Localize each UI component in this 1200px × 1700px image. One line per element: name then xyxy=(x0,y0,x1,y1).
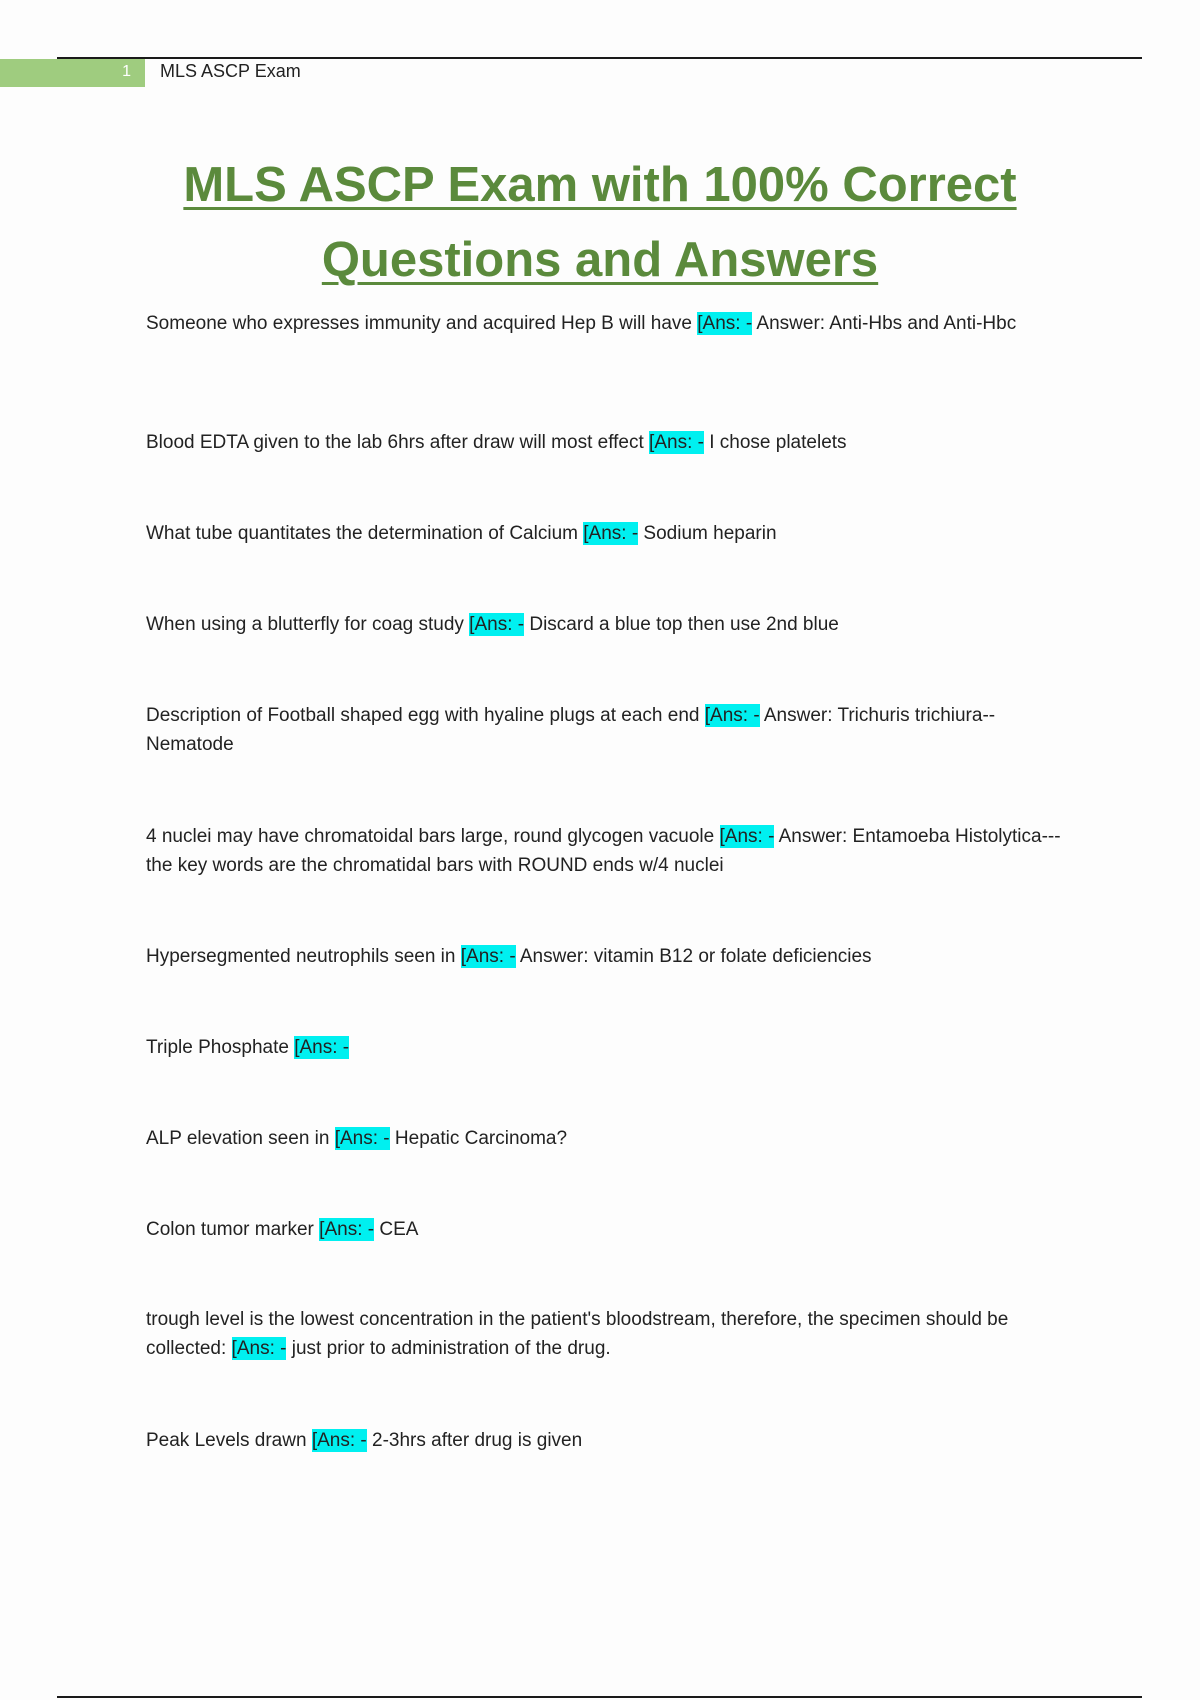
question-text: What tube quantitates the determination of Calcium xyxy=(146,523,584,544)
qa-item xyxy=(146,1033,1086,1062)
header-divider xyxy=(57,57,1142,59)
answer-tag: [Ans: - xyxy=(469,614,525,635)
qa-item xyxy=(146,1215,1086,1244)
answer-text: Answer: Anti-Hbs and Anti-Hbc xyxy=(752,313,1017,334)
question-text: Description of Football shaped egg with hyaline plugs at each end xyxy=(146,705,705,726)
answer-tag: [Ans: - xyxy=(649,432,704,453)
document-title-line-1: MLS ASCP Exam with 100% Correct xyxy=(183,158,1017,212)
qa-item xyxy=(146,1426,1086,1455)
answer-tag: [Ans: - xyxy=(704,705,760,726)
answer-text: Discard a blue top then use 2nd blue xyxy=(524,614,839,635)
answer-tag: [Ans: - xyxy=(294,1037,350,1058)
document-title xyxy=(100,148,1100,298)
answer-tag: [Ans: - xyxy=(319,1219,375,1240)
question-text: 4 nuclei may have chromatoidal bars large, round glycogen vacuole xyxy=(146,826,720,847)
qa-item xyxy=(146,610,1086,639)
answer-text: 2-3hrs after drug is given xyxy=(366,1430,583,1451)
answer-text: Answer: Trichuris trichiura-- Nematode xyxy=(146,705,996,755)
answer-tag: [Ans: - xyxy=(697,313,753,334)
answer-text: I chose platelets xyxy=(703,432,847,453)
answer-tag: [Ans: - xyxy=(460,946,516,967)
question-text: Hypersegmented neutrophils seen in xyxy=(146,946,461,967)
qa-item xyxy=(146,701,1086,759)
document-title-line-2: Questions and Answers xyxy=(321,233,879,287)
answer-text: CEA xyxy=(374,1219,419,1240)
question-text: When using a blutterfly for coag study xyxy=(146,614,470,635)
question-text: trough level is the lowest concentration in the patient's bloodstream, therefore, the specimen should be collected: xyxy=(146,1309,1009,1359)
question-text: Peak Levels drawn xyxy=(146,1430,312,1451)
qa-item xyxy=(146,942,1086,971)
qa-item xyxy=(146,1305,1086,1363)
qa-item xyxy=(146,309,1086,338)
question-text: Blood EDTA given to the lab 6hrs after draw will most effect xyxy=(146,432,650,453)
question-text: Someone who expresses immunity and acquired Hep B will have xyxy=(146,313,698,334)
qa-item xyxy=(146,822,1086,880)
answer-tag: [Ans: - xyxy=(583,523,639,544)
qa-item xyxy=(146,1124,1086,1153)
question-text: Triple Phosphate xyxy=(146,1037,295,1058)
answer-tag: [Ans: - xyxy=(311,1430,367,1451)
answer-text: Answer: Entamoeba Histolytica--- the key words are the chromatidal bars with ROUND ends w/4 nuclei xyxy=(146,826,1061,876)
qa-item xyxy=(146,428,1086,457)
answer-tag: [Ans: - xyxy=(231,1338,287,1359)
page-number: 1 xyxy=(122,63,131,80)
question-text: ALP elevation seen in xyxy=(146,1128,335,1149)
answer-text: Hepatic Carcinoma? xyxy=(389,1128,568,1149)
page-number-badge xyxy=(0,59,145,87)
answer-text: Answer: vitamin B12 or folate deficiencies xyxy=(515,946,872,967)
running-header-title: MLS ASCP Exam xyxy=(160,61,301,81)
question-text: Colon tumor marker xyxy=(146,1219,320,1240)
footer-divider xyxy=(57,1696,1142,1698)
answer-tag: [Ans: - xyxy=(334,1128,390,1149)
answer-text: Sodium heparin xyxy=(638,523,777,544)
answer-text: just prior to administration of the drug. xyxy=(286,1338,611,1359)
qa-item xyxy=(146,519,1086,548)
answer-tag: [Ans: - xyxy=(719,826,775,847)
